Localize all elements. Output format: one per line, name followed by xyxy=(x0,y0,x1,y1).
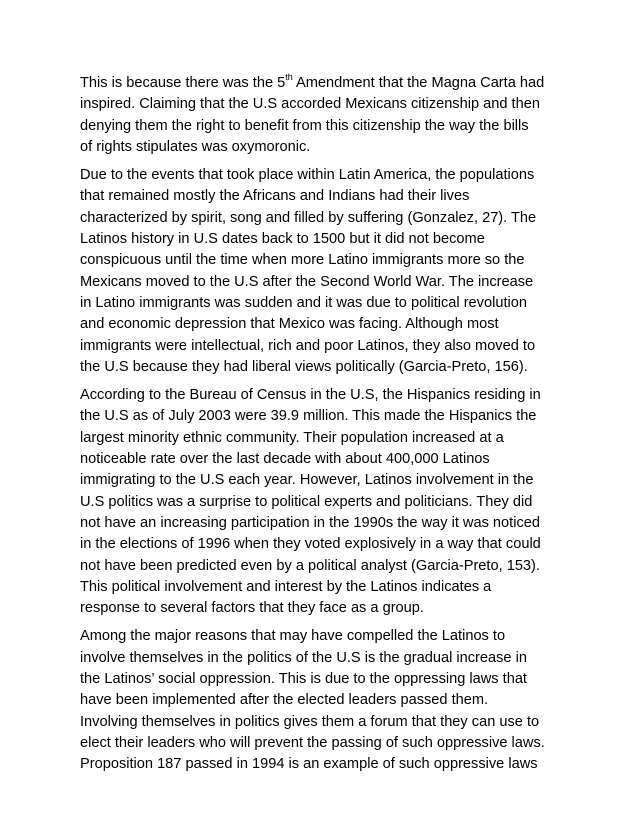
text-line: noticeable rate over the last decade with about 400,000 Latinos xyxy=(80,451,490,468)
text-line: elect their leaders who will prevent the passing of such oppressive laws. xyxy=(80,734,545,751)
text-line: have been implemented after the elected leaders passed them. xyxy=(80,692,489,709)
document-body xyxy=(80,73,580,783)
text-line: conspicuous until the time when more Latino immigrants more so the xyxy=(80,252,525,269)
text-line: This political involvement and interest by the Latinos indicates a xyxy=(80,578,492,595)
paragraph xyxy=(80,73,580,158)
text-line: the Latinos’ social oppression. This is due to the oppressing laws that xyxy=(80,671,527,688)
text-line: Among the major reasons that may have compelled the Latinos to xyxy=(80,628,506,645)
text-line: not have been predicted even by a political analyst (Garcia-Preto, 153). xyxy=(80,557,540,574)
text-line: characterized by spirit, song and filled by suffering (Gonzalez, 27). The xyxy=(80,209,537,226)
text-line: immigrants were intellectual, rich and poor Latinos, they also moved to xyxy=(80,337,536,354)
text-line: U.S politics was a surprise to political experts and politicians. They did xyxy=(80,493,533,510)
paragraph xyxy=(80,165,580,378)
text-line: and economic depression that Mexico was facing. Although most xyxy=(80,316,499,333)
text-line: in the elections of 1996 when they voted explosively in a way that could xyxy=(80,536,541,553)
text-line: of rights stipulates was oxymoronic. xyxy=(80,138,311,155)
text-line: Mexicans moved to the U.S after the Second World War. The increase xyxy=(80,273,534,290)
text-line: response to several factors that they face as a group. xyxy=(80,600,424,617)
text-line: denying them the right to benefit from this citizenship the way the bills xyxy=(80,117,529,134)
text-line: involve themselves in the politics of the U.S is the gradual increase in xyxy=(80,649,527,666)
text-line: largest minority ethnic community. Their population increased at a xyxy=(80,429,504,446)
text-line: Due to the events that took place within Latin America, the populations xyxy=(80,167,535,184)
text-line: Proposition 187 passed in 1994 is an example of such oppressive laws xyxy=(80,756,538,773)
paragraph xyxy=(80,626,580,775)
paragraph xyxy=(80,385,580,619)
text-line: the U.S as of July 2003 were 39.9 million. This made the Hispanics the xyxy=(80,408,537,425)
text-line: Latinos history in U.S dates back to 1500 but it did not become xyxy=(80,231,485,248)
text-line: not have an increasing participation in the 1990s the way it was noticed xyxy=(80,514,540,531)
text-line: that remained mostly the Africans and Indians had their lives xyxy=(80,188,470,205)
text-line: inspired. Claiming that the U.S accorded Mexicans citizenship and then xyxy=(80,96,540,113)
text-line: Involving themselves in politics gives them a forum that they can use to xyxy=(80,713,540,730)
text-line: immigrating to the U.S each year. However, Latinos involvement in the xyxy=(80,472,534,489)
text-line xyxy=(80,73,580,94)
text-segment: Amendment that the Magna Carta had xyxy=(292,75,545,91)
text-line: in Latino immigrants was sudden and it was due to political revolution xyxy=(80,294,527,311)
superscript: th xyxy=(285,72,293,83)
text-line: According to the Bureau of Census in the U.S, the Hispanics residing in xyxy=(80,387,541,404)
text-segment: This is because there was the 5 xyxy=(80,75,286,91)
text-line: the U.S because they had liberal views politically (Garcia-Preto, 156). xyxy=(80,358,528,375)
